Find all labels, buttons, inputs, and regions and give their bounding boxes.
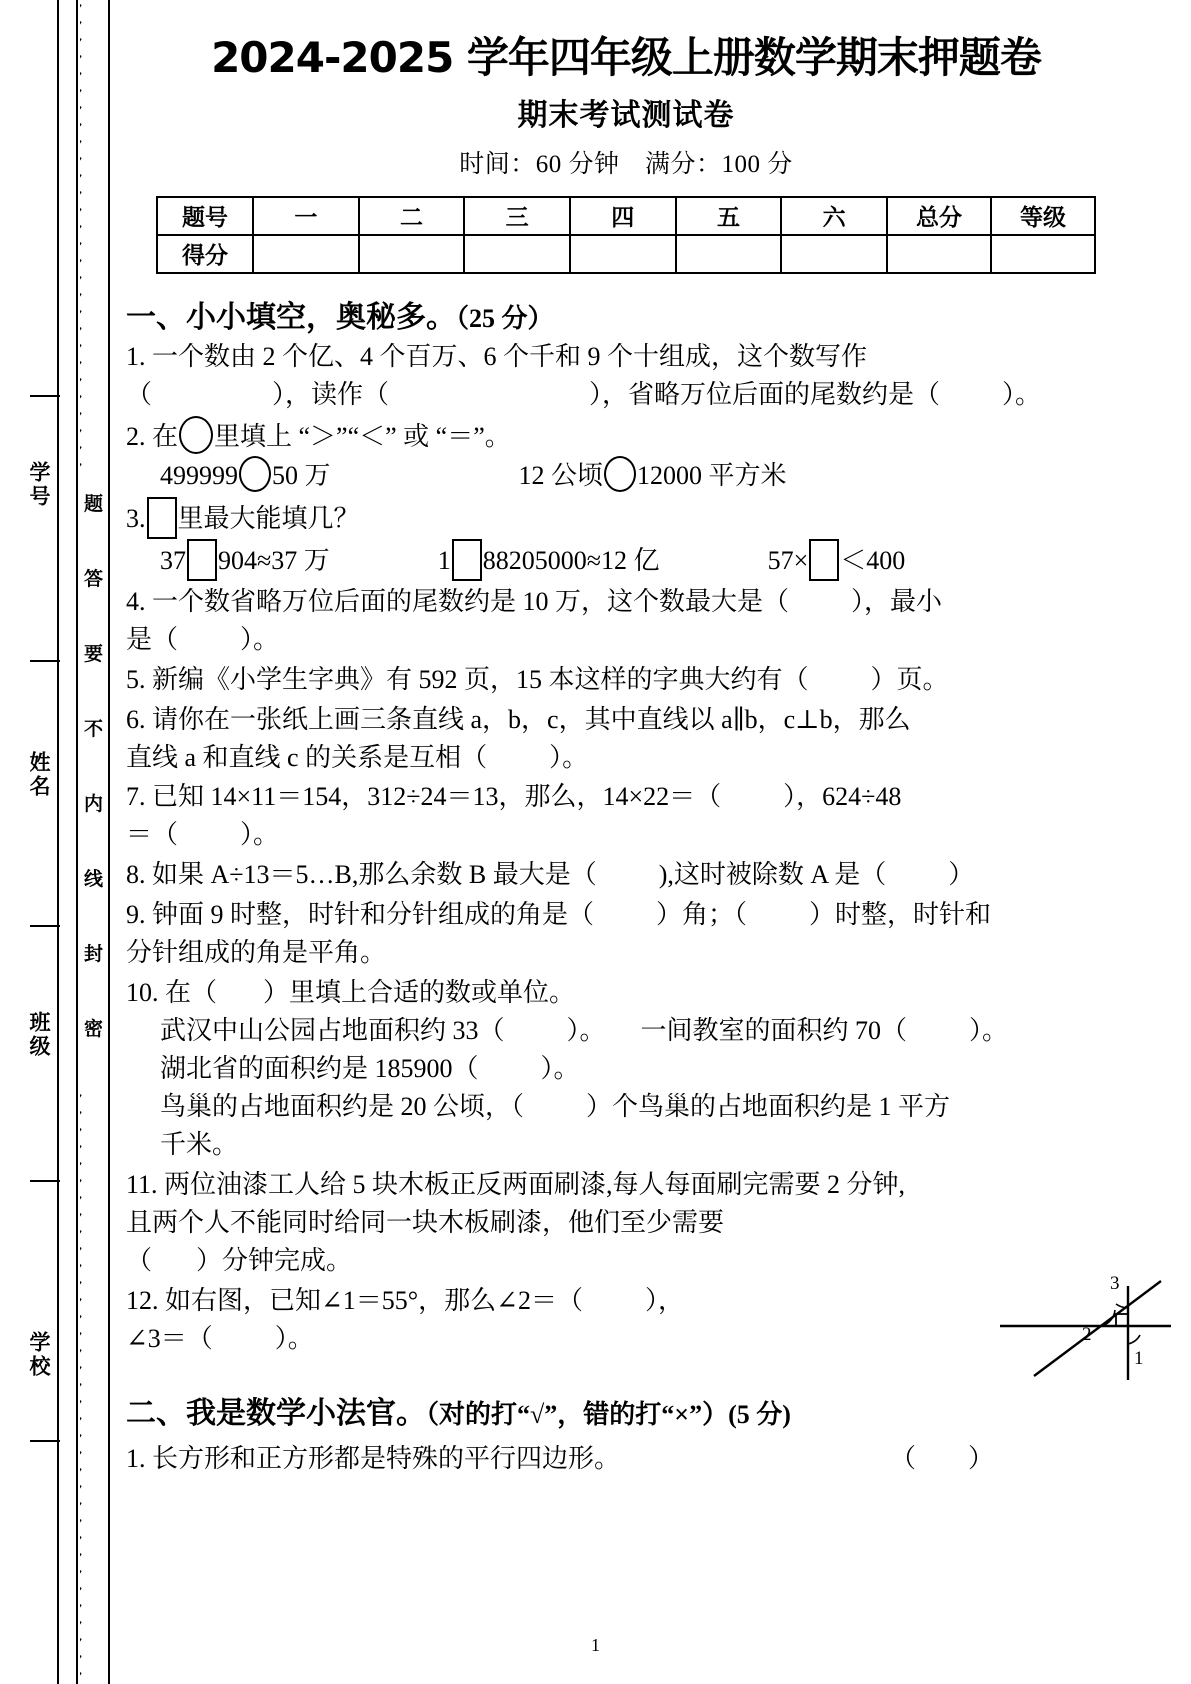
question-4 — [126, 583, 1126, 659]
question-text: ）。 — [969, 1016, 1009, 1046]
compare-right: 50 万 — [272, 460, 331, 490]
margin-rule-right — [108, 0, 110, 1684]
question-number: 9. — [126, 900, 146, 930]
score-table-col-total: 总分 — [887, 197, 991, 235]
question-text: ）个鸟巢的占地面积约是 1 平方 — [586, 1092, 951, 1122]
question-text: 两位油漆工人给 5 块木板正反两面刷漆,每人每面刷完需要 2 分钟, — [164, 1169, 906, 1199]
question-12 — [126, 1282, 1126, 1358]
question-number: 6. — [126, 704, 146, 734]
square-blank-icon[interactable] — [809, 539, 839, 581]
question-text: ）。 — [240, 624, 280, 654]
expr-right: 88205000≈12 亿 — [482, 545, 660, 575]
seal-char: 内 — [83, 793, 103, 815]
score-cell[interactable] — [781, 235, 887, 273]
section-points: （25 分） — [456, 303, 554, 333]
question-text: （ — [126, 1245, 153, 1275]
question-5 — [126, 661, 1126, 699]
compare-left: 499999 — [160, 460, 238, 490]
expr-right: ＜400 — [840, 545, 906, 575]
seal-char: 密 — [83, 1018, 103, 1040]
question-text: 湖北省的面积约是 185900（ — [160, 1054, 479, 1084]
margin-rule-mid — [76, 0, 78, 1684]
question-text: 里填上 “＞”“＜” 或 “＝”。 — [214, 421, 511, 451]
question-number: 3. — [126, 503, 146, 533]
question-number: 1. — [126, 1443, 146, 1473]
question-text: ）。 — [549, 742, 589, 772]
score-table-rowhead-score: 得分 — [157, 235, 253, 273]
question-text: 一间教室的面积约 70（ — [640, 1016, 908, 1046]
margin-divider — [30, 1440, 60, 1442]
question-10-sub-4: 千米。 — [160, 1130, 239, 1160]
question-text: ） — [948, 860, 975, 890]
question-text: 如右图，已知∠1＝55°，那么∠2＝（ — [165, 1285, 583, 1315]
question-number: 8. — [126, 860, 146, 890]
question-text: 在 — [152, 421, 179, 451]
question-9 — [126, 896, 1126, 972]
question-10-sub-2 — [126, 1050, 1126, 1088]
question-number: 1. — [126, 341, 146, 371]
square-blank-icon[interactable] — [452, 539, 482, 581]
question-text: 长方形和正方形都是特殊的平行四边形。 — [152, 1443, 621, 1473]
question-text: ）里填上合适的数或单位。 — [263, 978, 576, 1008]
margin-divider — [30, 925, 60, 927]
section-title: 小小填空，奥秘多。 — [186, 299, 456, 335]
section-points: （对的打“√”，错的打“×”）(5 分) — [426, 1399, 791, 1429]
field-label-name: 姓名 — [27, 751, 52, 799]
circle-blank-icon[interactable] — [239, 456, 271, 492]
square-blank-icon[interactable] — [187, 539, 217, 581]
question-text: ）。 — [540, 1054, 580, 1084]
score-table-col-5: 五 — [676, 197, 782, 235]
question-text: 一个数由 2 个亿、4 个百万、6 个千和 9 个十组成，这个数写作 — [152, 341, 868, 371]
question-text: ）时整，时针和 — [809, 900, 992, 930]
question-text: ＝（ — [126, 820, 179, 850]
seal-hatching-bottom — [80, 1090, 107, 1684]
angle-label-3: 3 — [1110, 1273, 1120, 1294]
question-text: 里最大能填几？ — [177, 503, 360, 533]
question-number: 2. — [126, 421, 146, 451]
seal-char: 答 — [83, 568, 103, 590]
seal-char: 线 — [83, 868, 103, 890]
score-cell[interactable] — [676, 235, 782, 273]
question-text: 直线 a 和直线 c 的关系是互相（ — [126, 742, 488, 772]
field-label-student-id: 学号 — [27, 461, 52, 509]
question-text: （ — [126, 379, 153, 409]
section-title: 我是数学小法官。 — [186, 1395, 426, 1431]
question-text: 鸟巢的占地面积约是 20 公顷，（ — [160, 1092, 525, 1122]
exam-meta-line: 时间：60 分钟 满分：100 分 — [459, 150, 793, 178]
question-3 — [126, 497, 1126, 539]
question-2 — [126, 416, 1126, 456]
question-6 — [126, 701, 1126, 777]
score-table-rowhead-item: 题号 — [157, 197, 253, 235]
angle-label-1: 1 — [1134, 1348, 1144, 1369]
question-text: 请你在一张纸上画三条直线 a，b，c，其中直线以 a∥b，c⊥b，那么 — [152, 704, 911, 734]
score-cell[interactable] — [253, 235, 359, 273]
question-10-sub-1 — [126, 1012, 1126, 1050]
seal-char: 要 — [83, 643, 103, 665]
section-number: 一、 — [126, 299, 186, 335]
question-text: 分针组成的角是平角。 — [126, 938, 387, 968]
question-text: ∠3＝（ — [126, 1323, 213, 1353]
question-text: 钟面 9 时整，时针和分针组成的角是（ — [152, 900, 595, 930]
seal-char: 题 — [83, 493, 103, 515]
question-text: ）页。 — [870, 664, 949, 694]
expr-left: 1 — [437, 545, 451, 575]
question-text: ）。 — [1002, 379, 1042, 409]
page-number: 1 — [591, 1635, 600, 1655]
section2-question-1 — [126, 1440, 1126, 1478]
question-text: ）， — [644, 1285, 684, 1315]
question-number: 11. — [126, 1169, 158, 1199]
expr-left: 57× — [767, 545, 809, 575]
margin-divider — [30, 660, 60, 662]
section-heading-2 — [126, 1388, 1126, 1432]
circle-blank-icon[interactable] — [604, 456, 636, 492]
question-text: ），最小 — [851, 586, 943, 616]
circle-blank-icon[interactable] — [179, 416, 213, 454]
margin-divider — [30, 395, 60, 397]
margin-rule-left — [57, 0, 59, 1684]
expr-left: 37 — [160, 545, 186, 575]
page-title: 2024-2025 学年四年级上册数学期末押题卷 — [211, 33, 1041, 82]
question-11 — [126, 1166, 1126, 1280]
question-text: ）。 — [274, 1323, 314, 1353]
question-7 — [126, 778, 1126, 854]
question-number: 12. — [126, 1285, 159, 1315]
question-10-sub-3 — [126, 1088, 1126, 1126]
question-text: ），读作（ — [272, 379, 390, 409]
question-text: 新编《小学生字典》有 592 页，15 本这样的字典大约有（ — [152, 664, 809, 694]
question-text: ),这时被除数 A 是（ — [658, 860, 887, 890]
angle-label-2: 2 — [1082, 1324, 1092, 1345]
question-3-items — [126, 539, 1126, 581]
question-10 — [126, 974, 1126, 1012]
score-table-col-2: 二 — [359, 197, 465, 235]
question-text: 且两个人不能同时给同一块木板刷漆，他们至少需要 — [126, 1207, 725, 1237]
exam-paper-body — [126, 0, 1126, 1478]
score-table-col-6: 六 — [781, 197, 887, 235]
margin-divider — [30, 1180, 60, 1182]
score-table-col-4: 四 — [570, 197, 676, 235]
question-text: 已知 14×11＝154，312÷24＝13，那么，14×22＝（ — [152, 782, 722, 812]
seal-hatching-top — [80, 0, 107, 480]
question-1 — [126, 338, 1126, 414]
question-8 — [126, 856, 1126, 894]
question-number: 10. — [126, 978, 159, 1008]
question-text: ）分钟完成。 — [196, 1245, 353, 1275]
compare-right: 12000 平方米 — [637, 460, 787, 490]
question-text: ）。 — [240, 820, 280, 850]
table-row-scores — [157, 235, 1095, 273]
page-subtitle: 期末考试测试卷 — [517, 97, 735, 133]
square-blank-icon[interactable] — [147, 497, 177, 539]
question-text: 在（ — [165, 978, 218, 1008]
table-row-headers — [157, 197, 1095, 235]
score-table-col-grade: 等级 — [991, 197, 1095, 235]
question-text: 一个数省略万位后面的尾数约是 10 万，这个数最大是（ — [152, 586, 790, 616]
answer-blank-parens[interactable]: （ ） — [890, 1443, 995, 1473]
score-table — [156, 196, 1096, 274]
left-margin-strip — [0, 0, 118, 1684]
score-cell-total[interactable] — [887, 235, 991, 273]
section-number: 二、 — [126, 1395, 186, 1431]
score-cell[interactable] — [359, 235, 465, 273]
field-label-school: 学校 — [27, 1331, 52, 1379]
score-cell-grade[interactable] — [991, 235, 1095, 273]
question-text: ），省略万位后面的尾数约是（ — [589, 379, 941, 409]
compare-left: 12 公顷 — [518, 460, 604, 490]
field-label-class: 班级 — [27, 1011, 52, 1059]
score-cell[interactable] — [464, 235, 570, 273]
score-cell[interactable] — [570, 235, 676, 273]
question-text: 如果 A÷13＝5…B,那么余数 B 最大是（ — [152, 860, 597, 890]
score-table-col-3: 三 — [464, 197, 570, 235]
seal-char: 封 — [83, 943, 103, 965]
question-text: ）角；（ — [656, 900, 748, 930]
question-2-items — [126, 456, 1126, 495]
score-table-col-1: 一 — [253, 197, 359, 235]
question-text: ），624÷48 — [783, 782, 902, 812]
seal-char: 不 — [83, 718, 103, 740]
question-text: 武汉中山公园占地面积约 33（ — [160, 1016, 505, 1046]
question-number: 4. — [126, 586, 146, 616]
question-number: 7. — [126, 782, 146, 812]
question-text: 是（ — [126, 624, 179, 654]
question-number: 5. — [126, 664, 146, 694]
question-text: ）。 — [566, 1016, 606, 1046]
angles-diagram — [998, 1264, 1173, 1382]
expr-right: 904≈37 万 — [218, 545, 330, 575]
section-heading-1 — [126, 292, 1126, 336]
